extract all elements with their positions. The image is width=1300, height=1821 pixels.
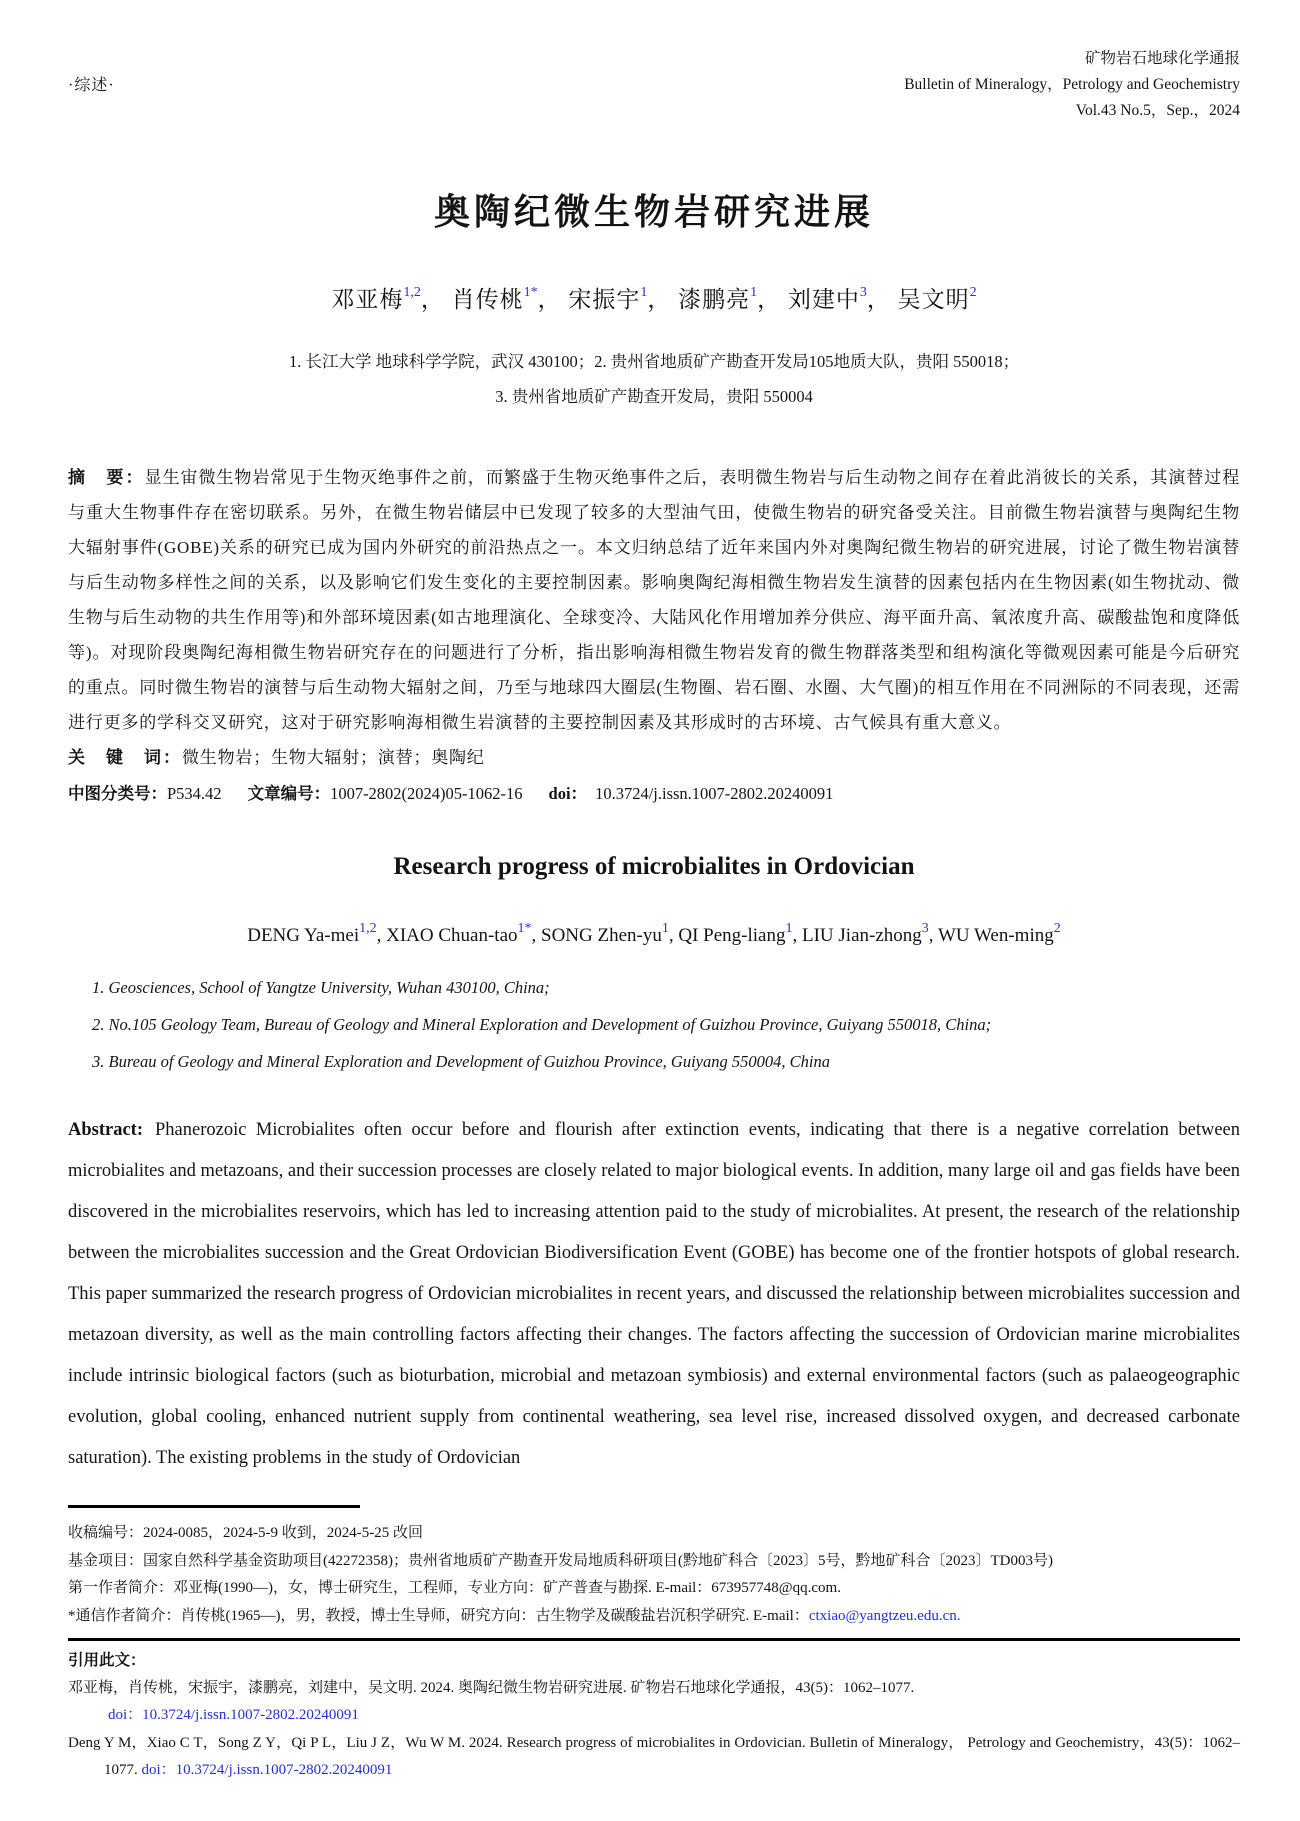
footnote-corresponding-text: *通信作者简介：肖传桃(1965—)，男，教授，博士生导师，研究方向：古生物学及碳酸盐岩沉积学研究. E-mail： [68, 1607, 809, 1624]
journal-name-en: Bulletin of Mineralogy，Petrology and Geochemistry [904, 76, 1240, 93]
citation-en [68, 1730, 1240, 1785]
affiliations-cn [68, 344, 1240, 414]
author-separator: ， [420, 287, 445, 312]
author-name: DENG Ya-mei [247, 925, 360, 947]
author-en [541, 921, 679, 947]
author-superscript: 2 [1053, 921, 1061, 936]
author-cn [788, 287, 891, 312]
affiliation-line: 3. 贵州省地质矿产勘查开发局，贵阳 550004 [495, 387, 813, 406]
author-cn [331, 287, 445, 312]
keywords [68, 740, 1240, 775]
footnote-corresponding [68, 1603, 1240, 1631]
corresponding-email-link[interactable]: ctxiao@yangtzeu.edu.cn. [808, 1607, 961, 1624]
author-name: 肖传桃 [451, 287, 524, 312]
author-cn [568, 287, 671, 312]
affiliations-en [68, 969, 1240, 1080]
review-category-label: ·综述· [68, 77, 115, 94]
author-superscript: 1,2 [359, 921, 377, 936]
article-title-en: Research progress of microbialites in Ordovician [393, 853, 915, 880]
author-superscript: 1,2 [403, 285, 421, 301]
author-name: LIU Jian-zhong [802, 925, 922, 947]
author-separator: ， [537, 287, 562, 312]
journal-info [904, 46, 1240, 124]
author-separator: ， [647, 287, 672, 312]
author-separator: , [792, 925, 802, 947]
author-superscript: 1 [661, 921, 669, 936]
author-cn [898, 287, 977, 312]
author-superscript: 1 [785, 921, 793, 936]
author-name: 宋振宇 [568, 287, 641, 312]
author-separator: , [668, 925, 679, 947]
issue-info: Vol.43 No.5，Sep.，2024 [1075, 102, 1240, 119]
page-header [68, 46, 1240, 124]
article-id-value: 1007-2802(2024)05-1062-16 [330, 784, 523, 803]
abstract-cn-label: 摘 要： [68, 468, 145, 487]
meta-line [68, 777, 1240, 811]
author-en [247, 921, 387, 947]
abstract-en-text: Phanerozoic Microbialites often occur before and flourish after extinction events, indicating that there is a negative correlation between microbialites and metazoans, and their succession processes are closely related to major biological events. In addition, many large oil and gas fields have been discovered in the microbialites reservoirs, which has led to increasing attention paid to the study of microbialites. At present, the research of the relationship between the microbialites succession and the Great Ordovician Biodiversification Event (GOBE) has become one of the frontier hotspots of global research. This paper summarized the research progress of Ordovician microbialites in recent years, and discussed the relationship between microbialites succession and metazoan diversity, as well as the main controlling factors affecting their changes. The factors affecting the succession of Ordovician marine microbialites include intrinsic biological factors (such as bioturbation, microbial and metazoan symbiosis) and external environmental factors (such as palaeogeographic evolution, global cooling, enhanced nutrient supply from continental weathering, sea level rise, increased dissolved oxygen, and decreased carbonate saturation). The existing problems in the study of Ordovician [68, 1120, 1240, 1469]
citation-en-doi-link[interactable]: doi：10.3724/j.issn.1007-2802.20240091 [141, 1762, 393, 1779]
author-superscript: 3 [859, 285, 867, 301]
author-separator: ， [866, 287, 891, 312]
abstract-en-label: Abstract: [68, 1120, 144, 1141]
author-separator: ， [757, 287, 782, 312]
doi-label: doi： [548, 784, 588, 803]
citation-section [68, 1647, 1240, 1785]
keywords-label: 关 键 词： [68, 748, 182, 767]
author-name: XIAO Chuan-tao [386, 925, 518, 947]
authors-cn [68, 281, 1240, 314]
citation-cn-doi [68, 1702, 1240, 1730]
citation-divider [68, 1638, 1240, 1641]
author-name: WU Wen-ming [937, 925, 1054, 947]
footnote-first-author: 第一作者简介：邓亚梅(1990—)，女，博士研究生，工程师，专业方向：矿产普查与勘探. E-mail：673957748@qq.com. [68, 1580, 841, 1597]
journal-name-cn: 矿物岩石地球化学通报 [1084, 50, 1240, 67]
citation-cn: 邓亚梅，肖传桃，宋振宇，漆鹏亮，刘建中，吴文明. 2024. 奥陶纪微生物岩研究进展. 矿物岩石地球化学通报，43(5)：1062–1077. [68, 1679, 915, 1696]
author-name: 刘建中 [787, 287, 860, 312]
article-title-cn: 奥陶纪微生物岩研究进展 [433, 191, 874, 232]
author-cn [678, 287, 781, 312]
citation-en-text: Deng Y M，Xiao C T，Song Z Y，Qi P L，Liu J Z，Wu W M. 2024. Research progress of microbialites in Ordovician. Bulletin of Mineralogy， Petrology and Geochemistry，43(5)：1062–1077. [68, 1734, 1240, 1779]
author-superscript: 1 [750, 285, 758, 301]
clc-value: P534.42 [167, 784, 222, 803]
author-separator: , [928, 925, 938, 947]
doi-value: 10.3724/j.issn.1007-2802.20240091 [595, 784, 834, 803]
footnote [68, 1520, 1240, 1630]
author-separator: , [531, 925, 542, 947]
author-name: QI Peng-liang [678, 925, 786, 947]
author-en [802, 921, 938, 947]
affiliation-line: 2. No.105 Geology Team, Bureau of Geology and Mineral Exploration and Development of Guizhou Province, Guiyang 550018, China; [92, 1015, 992, 1035]
affiliation-line: 3. Bureau of Geology and Mineral Exploration and Development of Guizhou Province, Guiyang 550004, China [92, 1052, 830, 1072]
footnote-divider [68, 1505, 360, 1508]
abstract-cn-text: 显生宙微生物岩常见于生物灭绝事件之前，而繁盛于生物灭绝事件之后，表明微生物岩与后生动物之间存在着此消彼长的关系，其演替过程与重大生物事件存在密切联系。另外，在微生物岩储层中已发现了较多的大型油气田，使微生物岩的研究备受关注。目前微生物岩演替与奥陶纪生物大辐射事件(GOBE)关系的研究已成为国内外研究的前沿热点之一。本文归纳总结了近年来国内外对奥陶纪微生物岩的研究进展，讨论了微生物岩演替与后生动物多样性之间的关系，以及影响它们发生变化的主要控制因素。影响奥陶纪海相微生物岩发生演替的因素包括内在生物因素(如生物扰动、微生物与后生动物的共生作用等)和外部环境因素(如古地理演化、全球变冷、大陆风化作用增加养分供应、海平面升高、氧浓度升高、碳酸盐饱和度降低等)。对现阶段奥陶纪海相微生物岩研究存在的问题进行了分析，指出影响海相微生物岩发育的微生物群落类型和组构演化等微观因素可能是今后研究的重点。同时微生物岩的演替与后生动物大辐射之间，乃至与地球四大圈层(生物圈、岩石圈、水圈、大气圈)的相互作用在不同洲际的不同表现，还需进行更多的学科交叉研究，这对于研究影响海相微生岩演替的主要控制因素及其形成时的古环境、古气候具有重大意义。 [68, 468, 1241, 732]
author-superscript: 1* [523, 285, 538, 301]
clc-label: 中图分类号： [68, 784, 167, 803]
affiliation-line: 1. 长江大学 地球科学学院，武汉 430100；2. 贵州省地质矿产勘查开发局105地质大队，贵阳 550018； [288, 352, 1020, 371]
keywords-text: 微生物岩；生物大辐射；演替；奥陶纪 [182, 748, 485, 767]
abstract-cn [68, 460, 1240, 740]
citation-label: 引用此文： [68, 1652, 146, 1670]
author-separator: , [376, 925, 387, 947]
author-name: SONG Zhen-yu [541, 925, 662, 947]
authors-en [68, 923, 1240, 947]
author-cn [452, 287, 562, 312]
author-superscript: 2 [969, 285, 977, 301]
author-en [678, 921, 802, 947]
footnote-funding: 基金项目：国家自然科学基金资助项目(42272358)；贵州省地质矿产勘查开发局地质科研项目(黔地矿科合〔2023〕5号，黔地矿科合〔2023〕TD003号) [68, 1552, 1053, 1569]
author-superscript: 3 [921, 921, 929, 936]
author-name: 吴文明 [897, 287, 970, 312]
footnote-received: 收稿编号：2024-0085，2024-5-9 收到，2024-5-25 改回 [68, 1525, 423, 1542]
article-id-label: 文章编号： [247, 784, 331, 803]
author-name: 漆鹏亮 [678, 287, 751, 312]
author-en [937, 921, 1061, 947]
affiliation-line: 1. Geosciences, School of Yangtze University, Wuhan 430100, China; [92, 978, 550, 998]
author-en [386, 921, 542, 947]
author-name: 邓亚梅 [331, 287, 404, 312]
author-superscript: 1* [517, 921, 532, 936]
abstract-en [68, 1110, 1240, 1479]
author-superscript: 1 [640, 285, 648, 301]
citation-cn-doi-link[interactable]: doi：10.3724/j.issn.1007-2802.20240091 [108, 1707, 359, 1724]
